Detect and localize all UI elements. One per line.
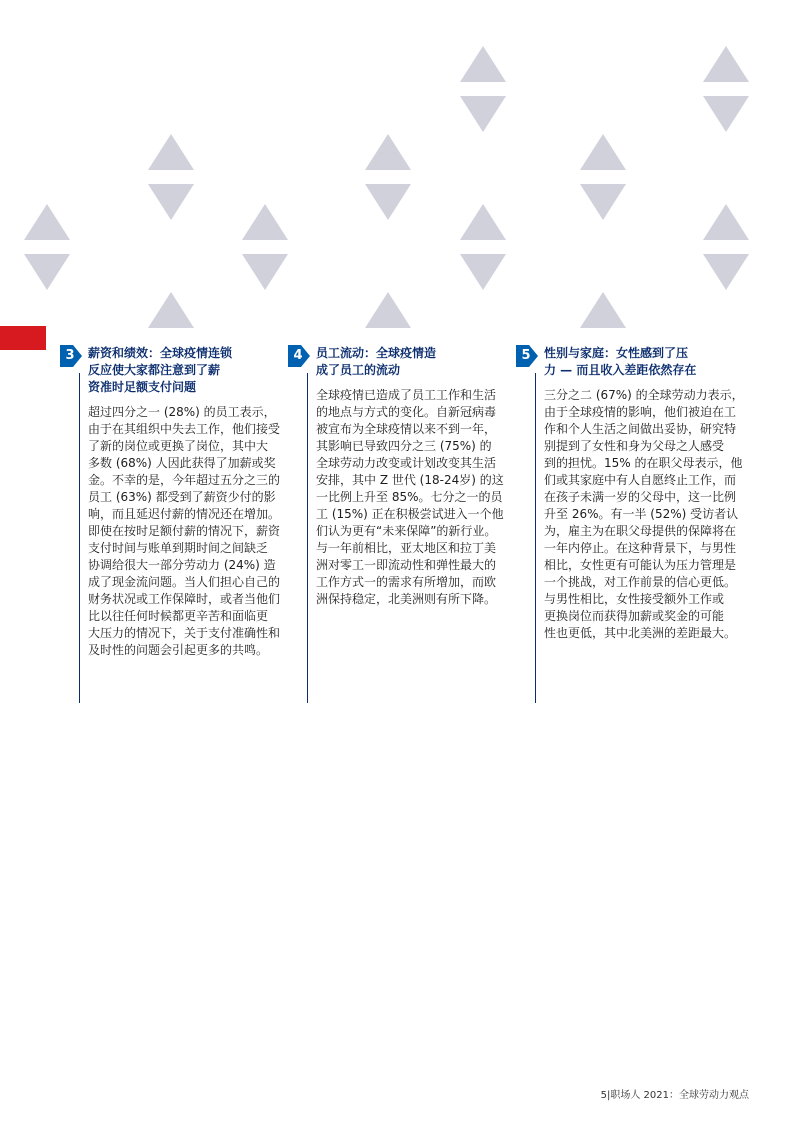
body-line: 为，雇主为在职父母提供的保障将在: [544, 524, 737, 538]
triangle-down-icon: [242, 254, 288, 290]
triangle-up-icon: [703, 204, 749, 240]
triangle-down-icon: [703, 254, 749, 290]
triangle-up-icon: [24, 204, 70, 240]
body-line: 别提到了女性和身为父母之人感受: [544, 439, 725, 453]
triangle-up-icon: [580, 134, 626, 170]
body-line: 大压力的情况下，关于支付准确性和: [88, 626, 281, 640]
body-line: 金。不幸的是，今年超过五分之三的: [88, 473, 281, 487]
triangle-down-icon: [460, 254, 506, 290]
section-divider-line: [79, 373, 80, 703]
body-line: 一年内停止。在这种背景下，与男性: [544, 541, 737, 555]
body-line: 作和个人生活之间做出妥协，研究特: [544, 422, 737, 436]
section-number: 4: [293, 348, 303, 363]
heading-line: 性别与家庭：女性感到了压: [544, 346, 689, 360]
red-accent-bar: [0, 326, 46, 350]
body-line: 更换岗位而获得加薪或奖金的可能: [544, 609, 725, 623]
body-line: 性也更低，其中北美洲的差距最大。: [544, 626, 737, 640]
body-line: 工作方式一的需求有所增加，而欧: [316, 575, 497, 589]
triangle-up-icon: [365, 292, 411, 328]
body-line: 相比，女性更有可能认为压力管理是: [544, 558, 737, 572]
body-line: 超过四分之一 (28%) 的员工表示，: [88, 405, 276, 419]
heading-line: 员工流动：全球疫情造: [316, 346, 437, 360]
section-heading: [316, 345, 521, 379]
triangle-down-icon: [703, 96, 749, 132]
triangle-up-icon: [703, 46, 749, 82]
body-line: 成了现金流问题。当人们担心自己的: [88, 575, 281, 589]
body-line: 由于在其组织中失去工作，他们接受: [88, 422, 281, 436]
heading-line: 反应使大家都注意到了薪: [88, 363, 221, 377]
section-heading: [88, 345, 293, 396]
heading-line: 薪资和绩效：全球疫情连锁: [88, 346, 233, 360]
triangle-down-icon: [365, 184, 411, 220]
body-line: 工 (15%) 正在积极尝试进入一个他: [316, 507, 504, 521]
body-line: 协调给很大一部分劳动力 (24%) 造: [88, 558, 276, 572]
triangle-up-icon: [460, 46, 506, 82]
section-employee-mobility: [293, 345, 521, 608]
body-line: 升至 26%。有一半 (52%) 受访者认: [544, 507, 739, 521]
body-line: 洲保持稳定，北美洲则有所下降。: [316, 592, 497, 606]
section-divider-line: [307, 373, 308, 703]
body-line: 比以往任何时候都更辛苦和面临更: [88, 609, 269, 623]
body-line: 支付时间与账单到期时间之间缺乏: [88, 541, 269, 555]
body-line: 了新的岗位或更换了岗位，其中大: [88, 439, 269, 453]
body-line: 们或其家庭中有人自愿终止工作，而: [544, 473, 737, 487]
body-line: 洲对零工一即流动性和弹性最大的: [316, 558, 497, 572]
body-line: 由于全球疫情的影响，他们被迫在工: [544, 405, 737, 419]
body-line: 其影响已导致四分之三 (75%) 的: [316, 439, 492, 453]
triangle-down-icon: [580, 184, 626, 220]
body-line: 全球劳动力改变或计划改变其生活: [316, 456, 497, 470]
page-footer: [601, 1086, 749, 1101]
body-line: 三分之二 (67%) 的全球劳动力表示，: [544, 388, 744, 402]
body-line: 在孩子未满一岁的父母中，这一比例: [544, 490, 737, 504]
body-line: 们认为更有“未来保障”的新行业。: [316, 524, 497, 538]
section-body: [316, 387, 521, 608]
triangle-up-icon: [242, 204, 288, 240]
body-line: 财务状况或工作保障时，或者当他们: [88, 592, 281, 606]
body-line: 即使在按时足额付薪的情况下，薪资: [88, 524, 281, 538]
triangle-up-icon: [148, 292, 194, 328]
section-gender-family: [521, 345, 754, 642]
section-heading: [544, 345, 754, 379]
triangle-up-icon: [148, 134, 194, 170]
section-number: 5: [521, 348, 531, 363]
body-line: 安排，其中 Z 世代 (18-24岁) 的这: [316, 473, 504, 487]
body-line: 及时性的问题会引起更多的共鸣。: [88, 643, 269, 657]
body-line: 与男性相比，女性接受额外工作或: [544, 592, 725, 606]
triangle-down-icon: [148, 184, 194, 220]
section-number: 3: [65, 348, 75, 363]
triangle-down-icon: [460, 96, 506, 132]
heading-line: 资准时足额支付问题: [88, 380, 197, 394]
section-body: [88, 404, 293, 659]
triangle-down-icon: [24, 254, 70, 290]
heading-line: 成了员工的流动: [316, 363, 401, 377]
section-divider-line: [535, 373, 536, 703]
body-line: 到的担忧。15% 的在职父母表示，他: [544, 456, 743, 470]
page-number: 5: [600, 1090, 607, 1101]
heading-line: 力 — 而且收入差距依然存在: [544, 363, 697, 377]
body-line: 与一年前相比，亚太地区和拉丁美: [316, 541, 497, 555]
footer-title: 职场人 2021：全球劳动力观点: [610, 1090, 749, 1101]
section-number-badge: [288, 345, 310, 367]
body-line: 一比例上升至 85%。七分之一的员: [316, 490, 503, 504]
body-line: 的地点与方式的变化。自新冠病毒: [316, 405, 497, 419]
section-number-badge: [60, 345, 82, 367]
body-line: 员工 (63%) 都受到了薪资少付的影: [88, 490, 276, 504]
body-line: 多数 (68%) 人因此获得了加薪或奖: [88, 456, 276, 470]
body-line: 全球疫情已造成了员工工作和生活: [316, 388, 497, 402]
body-line: 响，而且延迟付薪的情况还在增加。: [88, 507, 281, 521]
section-body: [544, 387, 754, 642]
triangle-up-icon: [580, 292, 626, 328]
triangle-up-icon: [460, 204, 506, 240]
body-line: 被宣布为全球疫情以来不到一年，: [316, 422, 497, 436]
section-pay-performance: [65, 345, 293, 659]
body-line: 一个挑战，对工作前景的信心更低。: [544, 575, 737, 589]
triangle-up-icon: [365, 134, 411, 170]
section-number-badge: [516, 345, 538, 367]
footer-separator: |: [606, 1090, 611, 1101]
